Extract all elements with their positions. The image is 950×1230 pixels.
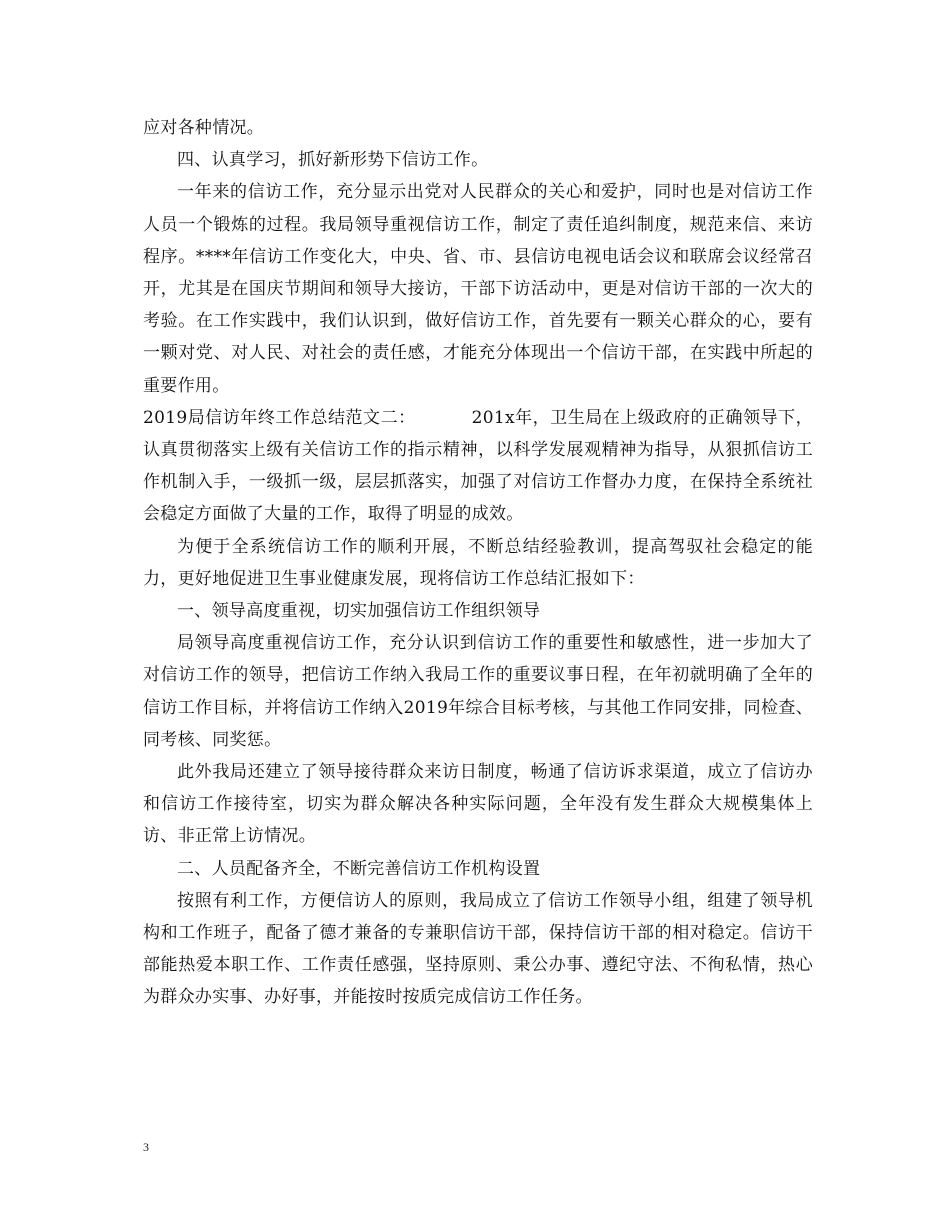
section-two-text: 201x年，卫生局在上级政府的正确领导下，认真贯彻落实上级有关信访工作的指示精神，以科学发展观精神为指导，从狠抓信访工作机制入手，一级抓一级，层层抓落实，加强了对信访工作督办力度，在保持全系统社会稳定方面做了大量的工作，取得了明显的成效。 [143,407,813,525]
section-two-heading: 2019局信访年终工作总结范文二： [143,407,416,428]
paragraph: 局领导高度重视信访工作，充分认识到信访工作的重要性和敏感性，进一步加大了对信访工作的领导，把信访工作纳入我局工作的重要议事日程，在年初就明确了全年的信访工作目标，并将信访工作纳入2019年综合目标考核，与其他工作同安排，同检查、同考核、同奖惩。 [143,633,813,750]
paragraph: 此外我局还建立了领导接待群众来访日制度，畅通了信访诉求渠道，成立了信访办和信访工作接待室，切实为群众解决各种实际问题，全年没有发生群众大规模集体上访、非正常上访情况。 [143,762,813,847]
paragraph: 应对各种情况。 [143,118,265,138]
section-heading-four: 四、认真学习，抓好新形势下信访工作。 [177,150,489,171]
page-number: 3 [143,1140,149,1154]
document-body [143,112,813,1014]
section-heading-one: 一、领导高度重视，切实加强信访工作组织领导 [177,601,541,622]
section-heading-two: 二、人员配备齐全，不断完善信访工作机构设置 [177,858,541,879]
paragraph: 一年来的信访工作，充分显示出党对人民群众的关心和爱护，同时也是对信访工作人员一个锻炼的过程。我局领导重视信访工作，制定了责任追纠制度，规范来信、来访程序。****年信访工作变化大，中央、省、市、县信访电视电话会议和联席会议经常召开，尤其是在国庆节期间和领导大接访，干部下访活动中，更是对信访干部的一次大的考验。在工作实践中，我们认识到，做好信访工作，首先要有一颗关心群众的心，要有一颗对党、对人民、对社会的责任感，才能充分体现出一个信访干部，在实践中所起的重要作用。 [143,182,813,396]
paragraph: 按照有利工作，方便信访人的原则，我局成立了信访工作领导小组，组建了领导机构和工作班子，配备了德才兼备的专兼职信访干部，保持信访干部的相对稳定。信访干部能热爱本职工作、工作责任感强，坚持原则、秉公办事、遵纪守法、不徇私情，热心为群众办实事、办好事，并能按时按质完成信访工作任务。 [143,890,813,1008]
section-two-paragraph [143,402,813,531]
paragraph: 为便于全系统信访工作的顺利开展，不断总结经验教训，提高驾驭社会稳定的能力，更好地促进卫生事业健康发展，现将信访工作总结汇报如下： [143,536,813,589]
